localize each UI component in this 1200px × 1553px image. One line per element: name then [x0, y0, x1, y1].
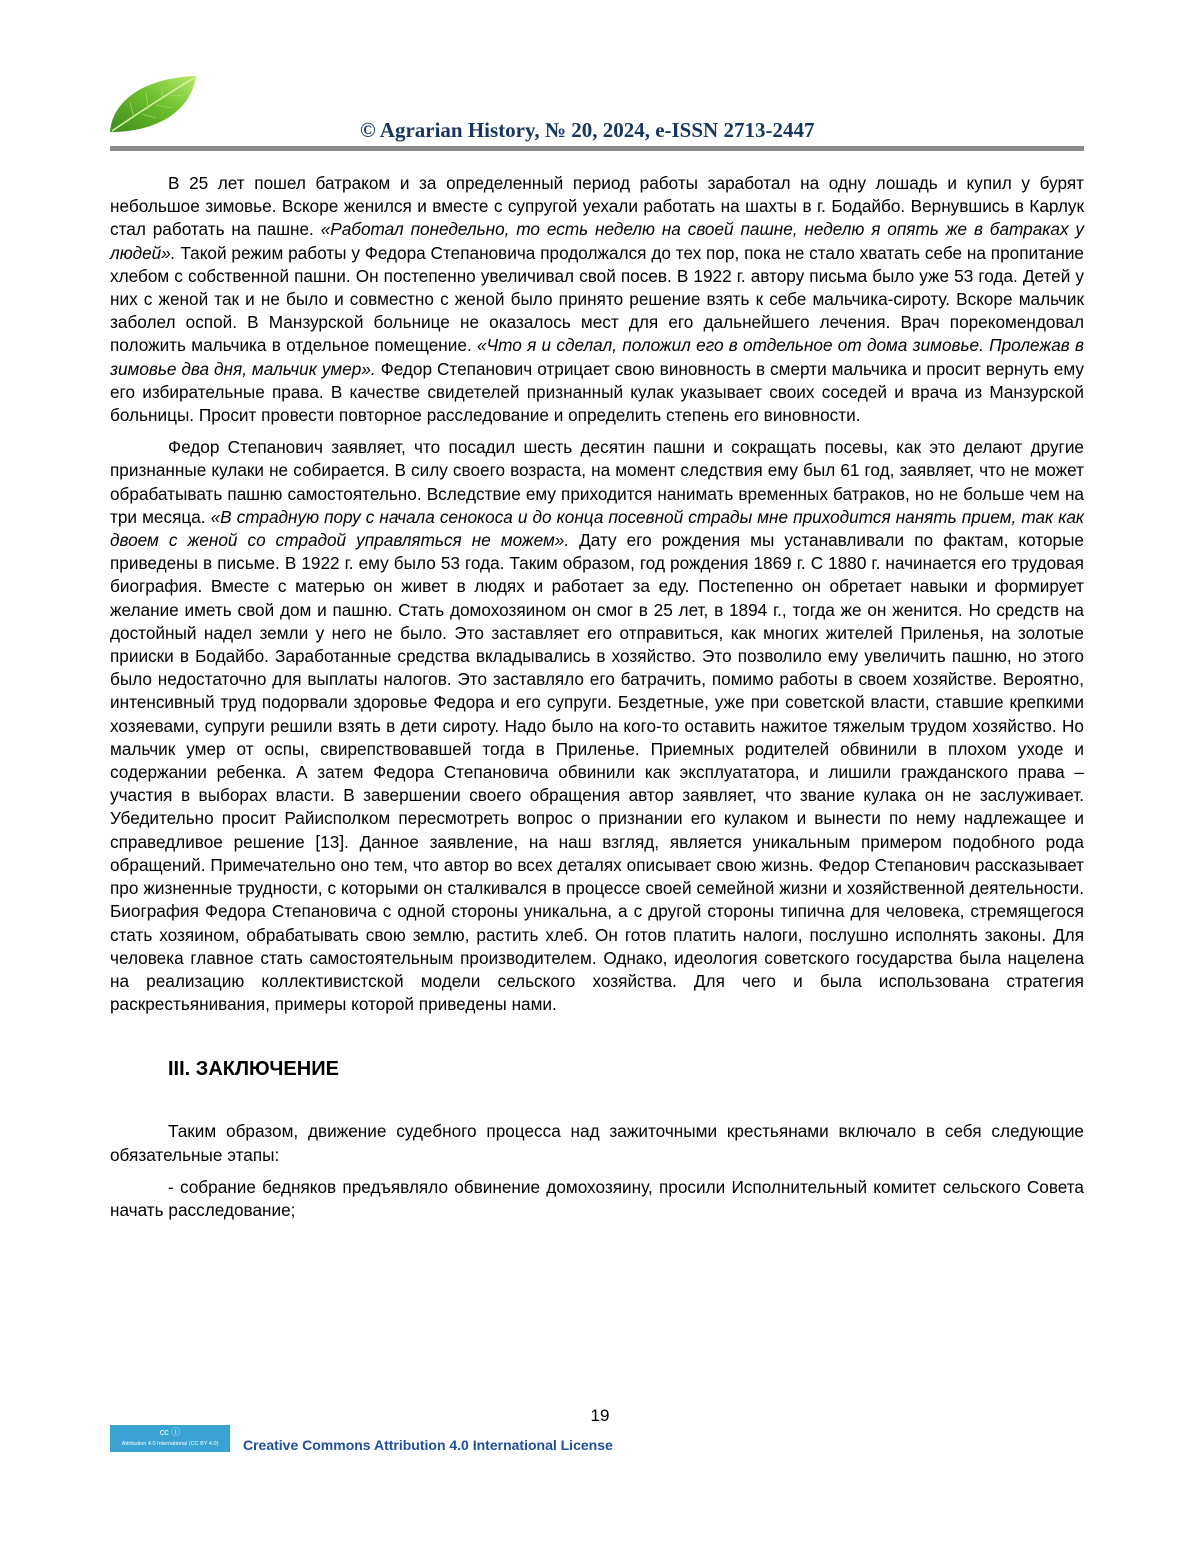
paragraph — [110, 1120, 1084, 1166]
paragraph — [110, 436, 1084, 1016]
green-leaf-icon — [104, 72, 200, 138]
paragraph-text: Такой режим работы у Федора Степановича продолжался до тех пор, пока не стало хватать себе на пропитание хлебом с собственной пашни. Он постепенно увеличивал свой посев. В 1922 г. автору письма было уже 53 года. Детей у них с женой так и не было и совместно с женой было принято решение взять к себе мальчика-сироту. Вскоре мальчик заболел оспой. В Манзурской больнице не оказалось мест для его дальнейшего лечения. Врач порекомендовал положить мальчика в отдельное помещение. — [110, 242, 1084, 356]
quote-text: «Работал понедельно, то есть неделю на своей пашне, неделю я опять же в батраках у людей». — [110, 219, 1084, 263]
article-body — [110, 172, 1084, 1231]
cc-badge-text: Attribution 4.0 International (CC BY 4.0) — [121, 1441, 219, 1447]
page-number: 19 — [590, 1406, 610, 1425]
paragraph-text: Федор Степанович заявляет, что посадил шесть десятин пашни и сокращать посевы, как это делают другие признанные кулаки не собирается. В силу своего возраста, на момент следствия ему был 61 год, заявляет, что не может обрабатывать пашню самостоятельно. Вследствие ему приходится нанимать временных батраков, но не больше чем на три месяца. — [110, 437, 1084, 527]
paragraph — [110, 1176, 1084, 1222]
header-divider — [110, 146, 1084, 151]
license-link[interactable]: Creative Commons Attribution 4.0 International License — [243, 1437, 613, 1453]
paragraph-text: Таким образом, движение судебного процесса над зажиточными крестьянами включало в себя следующие обязательные этапы: — [110, 1121, 1084, 1165]
paragraph-text: В 25 лет пошел батраком и за определенный период работы заработал на одну лошадь и купил у бурят небольшое зимовье. Вскоре женился и вместе с супругой уехали работать на шахты в г. Бодайбо. Вернувшись в Карлук стал работать на пашне. — [110, 173, 1084, 240]
quote-text: «В страдную пору с начала сенокоса и до конца посевной страды мне приходится нанять прием, так как двоем с женой со страдой управляться не можем». — [110, 506, 1084, 551]
paragraph-text: Дату его рождения мы устанавливали по фактам, которые приведены в письме. В 1922 г. ему было 53 года. Таким образом, год рождения 1869 г. С 1880 г. начинается его трудовая биография. Вместе с матерью он живет в людях и работает за еду. Постепенно он обретает навыки и формирует желание иметь свой дом и пашню. Стать домохозяином он смог в 25 лет, в 1894 г., тогда же он женится. Но средств на достойный надел земли у него не было. Это заставляет его отправиться, как многих жителей Приленья, на золотые прииски в Бодайбо. Заработанные средства вкладывались в хозяйство. Это позволило ему увеличить пашню, но этого было недостаточно для выплаты налогов. Это заставляло его батрачить, помимо работы в своем хозяйстве. Вероятно, интенсивный труд подорвали здоровье Федора и его супруги. Бездетные, уже при советской власти, ставшие крепкими хозяевами, супруги решили взять в дети сироту. Надо было на кого-то оставить нажитое тяжелым трудом хозяйство. Но мальчик умер от оспы, свирепствовавшей тогда в Приленье. Приемных родителей обвинили в плохом уходе и содержании ребенка. А затем Федора Степановича обвинили как эксплуататора, и лишили гражданского права – участия в выборах власти. В завершении своего обращения автор заявляет, что звание кулака он не заслуживает. Убедительно просит Райисполком пересмотреть вопрос о признании его кулаком и вынести по нему надлежащее и справедливое решение [13]. Данное заявление, на наш взгляд, является уникальным примером подобного рода обращений. Примечательно оно тем, что автор во всех деталях описывает свою жизнь. Федор Степанович рассказывает про жизненные трудности, с которыми он сталкивался в процессе своей семейной жизни и хозяйственной деятельности. Биография Федора Степановича с одной стороны уникальна, а с другой стороны типична для человека, стремящегося стать хозяином, обрабатывать свою землю, растить хлеб. Он готов платить налоги, послушно исполнять законы. Для человека главное стать самостоятельным производителем. Однако, идеология советского государства была нацелена на реализацию коллективистской модели сельского хозяйства. Для чего и была использована стратегия раскрестьянивания, примеры которой приведены нами. — [110, 530, 1084, 1015]
creative-commons-badge[interactable] — [110, 1425, 230, 1452]
journal-title: © Agrarian History, № 20, 2024, e-ISSN 2713-2447 — [360, 118, 815, 142]
quote-text: «Что я и сделал, положил его в отдельное от дома зимовье. Пролежав в зимовье два дня, мальчик умер». — [110, 335, 1084, 379]
paragraph-text: Федор Степанович отрицает свою виновность в смерти мальчика и просит вернуть ему его избирательные права. В качестве свидетелей признанный кулак указывает своих соседей и врача из Манзурской больницы. Просит провести повторное расследование и определить степень его виновности. — [110, 358, 1084, 426]
paragraph-text: - собрание бедняков предъявляло обвинение домохозяину, просили Исполнительный комитет сельского Совета начать расследование; — [110, 1176, 1084, 1220]
paragraph — [110, 172, 1084, 427]
cc-by-icon: cc ⓘ — [159, 1427, 181, 1437]
section-heading: III. ЗАКЛЮЧЕНИЕ — [168, 1058, 339, 1081]
